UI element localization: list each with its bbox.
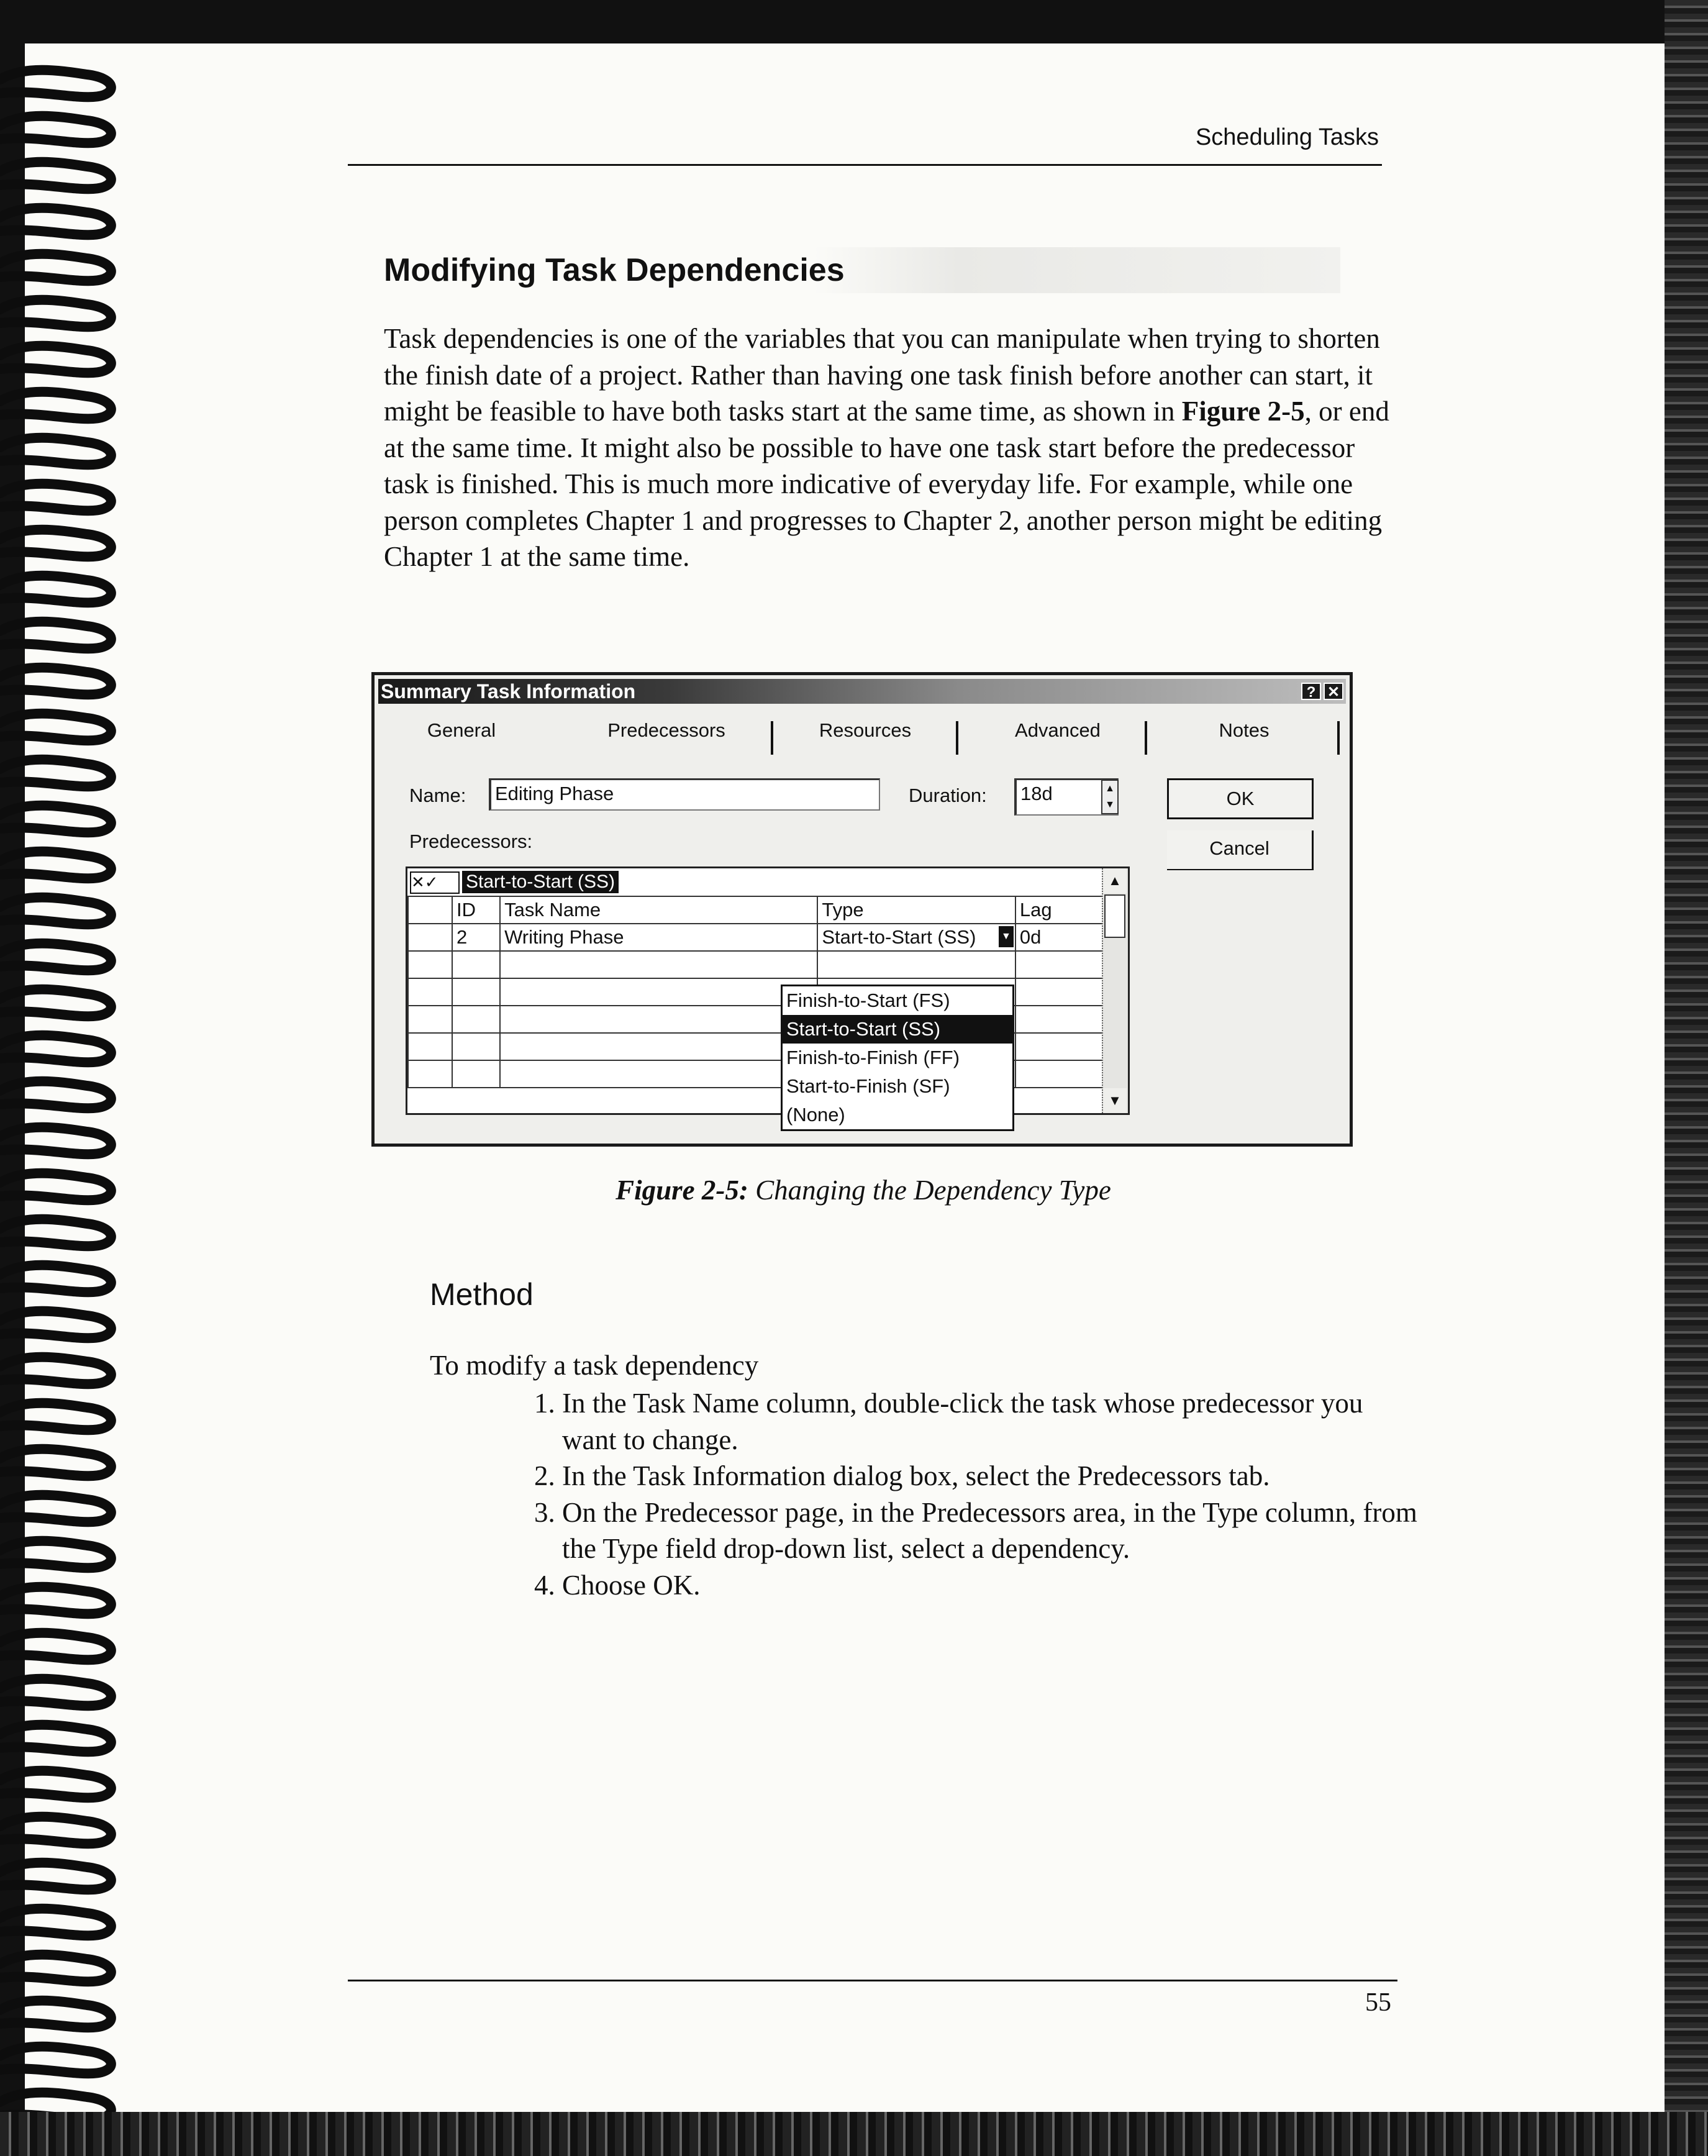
binding-coil [0,1081,111,1108]
list-item: 3. On the Predecessor page, in the Predecessors area, in the Type column, from the Type field drop-down list, select a dependency. [562,1494,1419,1567]
row-header-corner [408,896,452,924]
table-cell[interactable] [817,951,1015,978]
task-name-cell[interactable]: Writing Phase [500,924,817,951]
dropdown-option-fs[interactable]: Finish-to-Start (FS) [786,989,950,1011]
page-number: 55 [1365,1988,1391,2017]
dialog-titlebar [378,679,1346,704]
table-cell[interactable] [452,1060,500,1088]
binding-coil [0,668,111,694]
binding-coil [0,162,111,189]
binding-coil [0,254,111,281]
dropdown-arrow-icon[interactable]: ▼ [999,926,1014,947]
cancel-accept-icons[interactable]: ✕✓ [410,871,460,894]
running-head: Scheduling Tasks [1195,124,1379,150]
tab-predecessors[interactable]: Predecessors [607,719,725,741]
binding-coil [0,2047,111,2073]
binding-coil [0,1771,111,1798]
table-cell[interactable] [500,1006,817,1033]
dropdown-option-none[interactable]: (None) [786,1104,845,1126]
name-label: Name: [409,785,466,806]
column-header-id[interactable]: ID [452,896,500,924]
binding-coil [0,70,111,97]
predecessors-grid [406,866,1130,1115]
tab-resources[interactable]: Resources [819,719,912,741]
method-intro: To modify a task dependency [430,1350,759,1381]
tab-separator [771,721,773,755]
dropdown-option-ff[interactable]: Finish-to-Finish (FF) [786,1047,960,1068]
spin-down-icon[interactable]: ▼ [1105,799,1115,810]
binding-coil [0,208,111,235]
binding-coil [0,1725,111,1752]
spin-up-icon[interactable]: ▲ [1105,783,1115,794]
table-cell[interactable] [1015,1060,1106,1088]
binding-coil [0,1633,111,1660]
id-cell[interactable]: 2 [452,924,500,951]
binding-coil [0,1817,111,1844]
table-cell[interactable] [1015,1006,1106,1033]
duration-spinner[interactable] [1101,780,1119,814]
close-button[interactable]: ✕ [1324,683,1343,700]
table-cell[interactable] [452,1006,500,1033]
footer-rule [348,1980,1397,1981]
duration-field[interactable]: 18d [1014,778,1119,816]
table-cell[interactable] [452,951,500,978]
binding-coil [0,2093,111,2112]
table-cell[interactable] [500,1060,817,1088]
table-cell[interactable] [1015,978,1106,1006]
scroll-up-icon[interactable]: ▲ [1103,868,1127,893]
binding-coil [0,1909,111,1935]
row-header[interactable] [408,1060,452,1088]
figure-reference: Figure 2-5 [1181,396,1305,427]
binding-coil [0,484,111,511]
scroll-down-icon[interactable]: ▼ [1103,1088,1127,1113]
binding-coil [0,1127,111,1154]
dialog-title: Summary Task Information [381,680,636,703]
binding-coil [0,1955,111,1981]
binding-coil [0,898,111,924]
predecessors-label: Predecessors: [409,830,533,852]
vertical-scrollbar[interactable] [1102,868,1128,1113]
header-rule [348,164,1382,166]
binding-coil [0,530,111,557]
method-steps [497,1385,1419,1603]
binding-coil [0,1265,111,1292]
section-title: Modifying Task Dependencies [384,247,1340,293]
binding-coil [0,989,111,1016]
row-header[interactable] [408,924,452,951]
binding-coil [0,1679,111,1706]
scroll-thumb[interactable] [1104,894,1125,938]
binding-coil [0,1403,111,1430]
column-header-type[interactable]: Type [817,896,1015,924]
type-cell[interactable] [817,924,1015,951]
table-cell[interactable] [1015,1033,1106,1060]
binding-coil [0,1035,111,1062]
body-paragraph [384,321,1402,575]
cancel-button[interactable]: Cancel [1167,830,1314,870]
binding-coil [0,1541,111,1568]
table-cell[interactable] [500,1033,817,1060]
tab-separator [956,721,958,755]
binding-coil [0,944,111,970]
dropdown-option-sf[interactable]: Start-to-Finish (SF) [786,1075,950,1097]
binding-coil [0,1219,111,1246]
list-item: 2. In the Task Information dialog box, select the Predecessors tab. [562,1458,1419,1494]
scan-edge-right [1665,0,1708,2156]
tab-general[interactable]: General [427,719,496,741]
row-header[interactable] [408,1006,452,1033]
binding-coil [0,392,111,419]
entry-bar [407,868,1103,897]
lag-cell[interactable]: 0d [1015,924,1106,951]
paragraph-part-1: Task dependencies is one of the variables that you can manipulate when trying to shorten the finish date of a project. Rather than having one task finish before another can start, it might be feasible to have both tasks start at the same time, as shown in [384,323,1380,427]
method-heading: Method [430,1277,534,1312]
caption-label: Figure 2-5: [616,1175,748,1206]
summary-task-information-dialog [371,672,1353,1147]
binding-coil [0,714,111,740]
entry-bar-value[interactable]: Start-to-Start (SS) [462,871,619,893]
dependency-type-dropdown[interactable] [781,985,1014,1131]
table-header-row [408,896,1106,924]
table-cell[interactable] [452,978,500,1006]
ok-button[interactable]: OK [1167,778,1314,819]
column-header-lag[interactable]: Lag [1015,896,1106,924]
binding-coil [0,116,111,143]
column-header-task-name[interactable]: Task Name [500,896,817,924]
caption-text: Changing the Dependency Type [748,1175,1111,1206]
binding-coil [0,2001,111,2027]
binding-coil [0,576,111,603]
type-cell-value: Start-to-Start (SS) [822,926,976,948]
row-header[interactable] [408,951,452,978]
table-row[interactable] [408,924,1106,951]
binding-coil [0,1449,111,1476]
binding-coil [0,300,111,327]
binding-coil [0,438,111,465]
binding-coil [0,1863,111,1890]
binding-coil [0,1173,111,1200]
binding-coil [0,852,111,878]
table-cell[interactable] [500,978,817,1006]
binding-coil [0,1495,111,1522]
row-header[interactable] [408,978,452,1006]
row-header[interactable] [408,1033,452,1060]
tab-advanced[interactable]: Advanced [1015,719,1101,741]
scan-edge-bottom [0,2112,1708,2156]
binding-coil [0,1587,111,1614]
paragraph-part-2: , or end at the same time. It might also be possible to have one task start before the predecessor task is finished. This is much more indicative of everyday life. For example, while one person completes Chapter 1 and progresses to Chapter 2, another person might be editing Chapter 1 at the same time. [384,396,1389,572]
binding-coil [0,346,111,373]
list-item: 4. Choose OK. [562,1567,1419,1604]
duration-label: Duration: [909,785,987,806]
spiral-binding [0,43,124,2112]
table-cell[interactable] [452,1033,500,1060]
figure-caption [373,1174,1354,1206]
table-cell[interactable] [1015,951,1106,978]
binding-coil [0,760,111,786]
help-button[interactable]: ? [1301,683,1321,700]
binding-coil [0,1311,111,1338]
table-row[interactable] [408,951,1106,978]
binding-coil [0,1357,111,1384]
binding-coil [0,622,111,648]
list-item: 1. In the Task Name column, double-click the task whose predecessor you want to change. [562,1385,1419,1458]
tab-notes[interactable]: Notes [1219,719,1270,741]
name-field[interactable]: Editing Phase [489,778,880,811]
binding-coil [0,806,111,832]
table-cell[interactable] [500,951,817,978]
tab-separator [1145,721,1147,755]
dropdown-option-ss[interactable]: Start-to-Start (SS) [783,1015,1012,1044]
tab-separator [1337,721,1340,755]
